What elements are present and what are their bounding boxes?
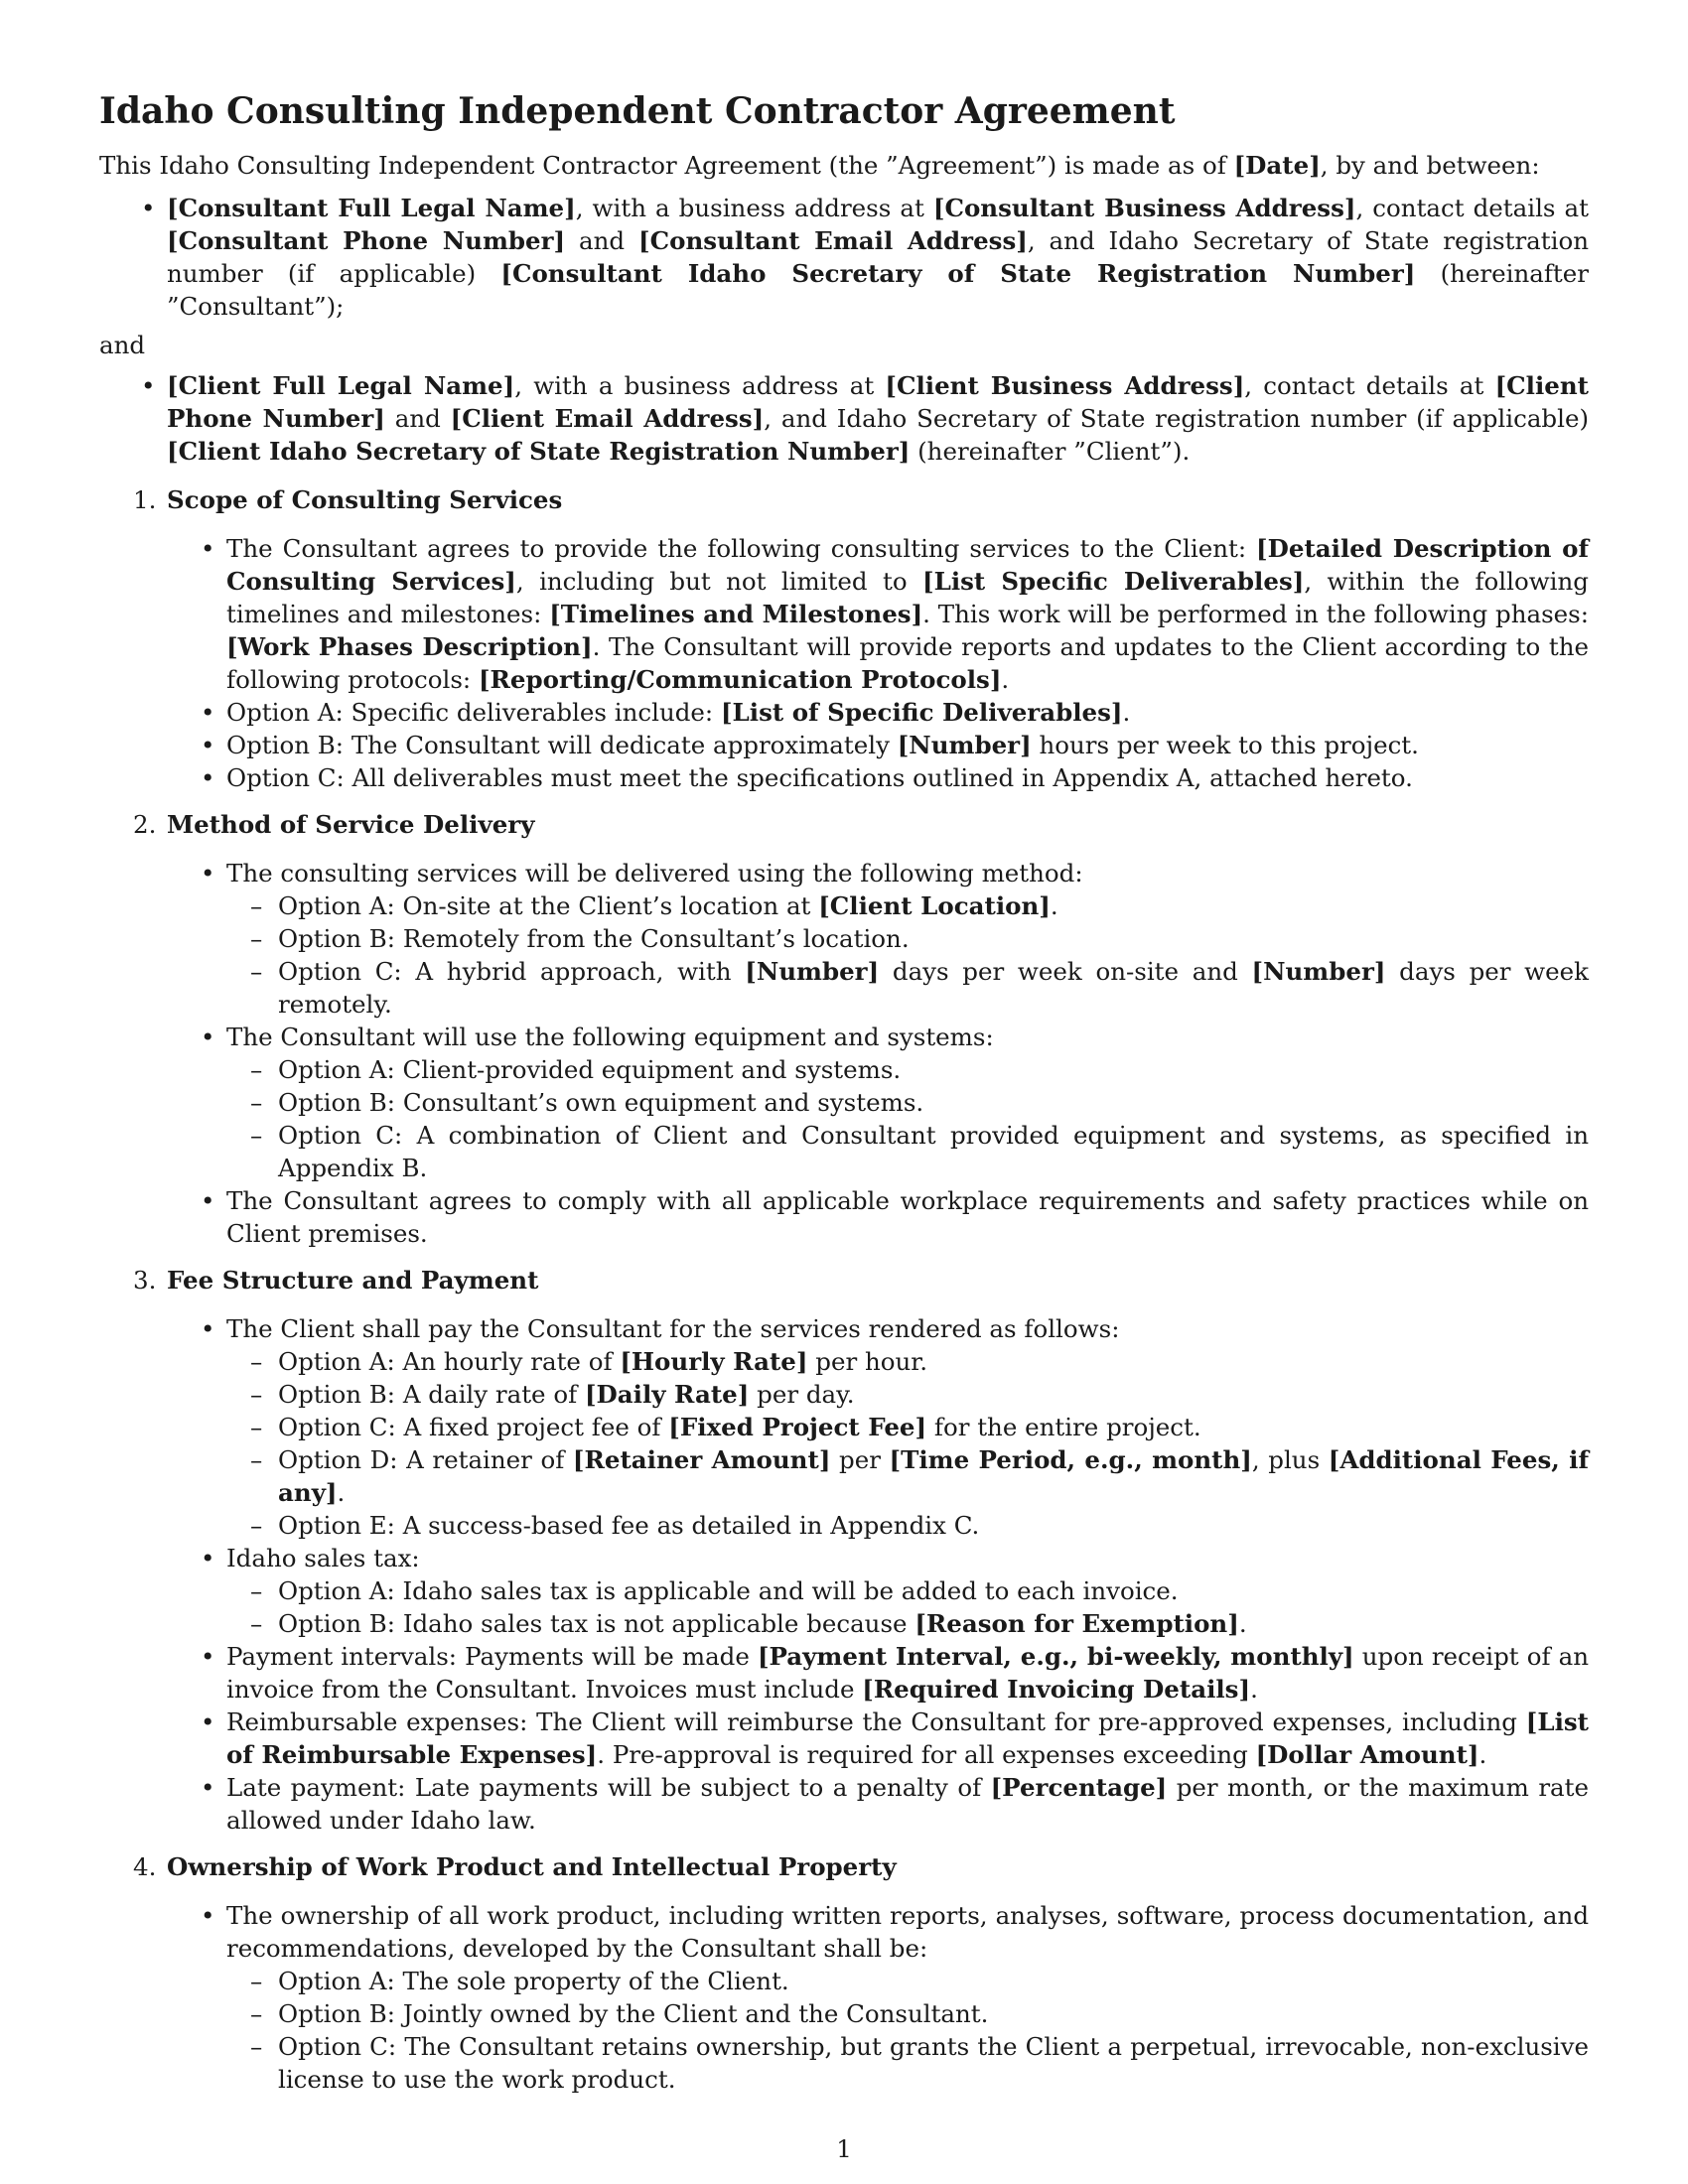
party-text: and — [565, 226, 639, 255]
section-heading: Fee Structure and Payment — [167, 1266, 539, 1295]
sections-list — [99, 483, 1589, 2096]
placeholder-field: [Detailed Description of Consulting Services] — [226, 534, 1589, 596]
placeholder-field: [Reason for Exemption] — [914, 1609, 1239, 1638]
placeholder-field: [Timelines and Milestones] — [549, 600, 923, 628]
section-number: 4. — [133, 1852, 157, 1881]
list-item — [226, 1542, 1589, 1640]
party-text: , contact details at — [1355, 194, 1589, 222]
option-item — [278, 1053, 1589, 1086]
placeholder-field: [Required Invoicing Details] — [862, 1675, 1251, 1704]
clause-text: Option B: The Consultant will dedicate approximately — [226, 731, 898, 759]
clause-text: days per week remotely. — [278, 957, 1589, 1019]
option-list — [226, 1965, 1589, 2096]
clause-text: Option C: A fixed project fee of — [278, 1413, 669, 1441]
client-party — [167, 369, 1589, 468]
party-text: , and Idaho Secretary of State registration number (if applicable) — [167, 226, 1589, 288]
clause-text: Option A: Specific deliverables include: — [226, 698, 721, 727]
clause-text: Option A: Client-provided equipment and systems. — [278, 1055, 902, 1084]
placeholder-field: [Percentage] — [990, 1773, 1168, 1802]
list-item — [226, 729, 1589, 761]
list-item — [226, 1312, 1589, 1542]
party-text: and — [384, 404, 451, 433]
list-item — [226, 1184, 1589, 1250]
client-registration-placeholder: [Client Idaho Secretary of State Registration Number] — [167, 437, 911, 466]
client-name-placeholder: [Client Full Legal Name] — [167, 371, 515, 400]
clause-text: per month, or the maximum rate allowed under Idaho law. — [226, 1773, 1589, 1835]
clause-text: Option B: Remotely from the Consultant’s location. — [278, 924, 910, 953]
document-body — [99, 87, 1589, 2110]
option-item — [278, 1345, 1589, 1378]
clause-text: , including but not limited to — [515, 567, 922, 596]
option-list — [226, 1053, 1589, 1184]
clause-text: Option A: An hourly rate of — [278, 1347, 621, 1376]
clause-text: Option C: The Consultant retains ownership, but grants the Client a perpetual, irrevocable, non-exclusive license to use the work product. — [278, 2032, 1589, 2094]
placeholder-field: [List of Specific Deliverables] — [720, 698, 1123, 727]
option-item — [278, 1509, 1589, 1542]
consultant-name-placeholder: [Consultant Full Legal Name] — [167, 194, 576, 222]
clause-text: upon receipt of an invoice from the Consultant. Invoices must include — [226, 1642, 1590, 1704]
option-list — [226, 1345, 1589, 1542]
clause-text: The ownership of all work product, including written reports, analyses, software, process documentation, and recommendations, developed by the Consultant shall be: — [226, 1901, 1589, 1963]
placeholder-field: [Time Period, e.g., month] — [889, 1445, 1252, 1474]
section-service-delivery — [133, 808, 1589, 1250]
consultant-party-list — [99, 192, 1589, 323]
clause-text: . — [1250, 1675, 1258, 1704]
option-item — [278, 955, 1589, 1021]
placeholder-field: [List Specific Deliverables] — [922, 567, 1305, 596]
clause-text: Option C: A hybrid approach, with — [278, 957, 746, 986]
placeholder-field: [Dollar Amount] — [1255, 1740, 1479, 1769]
placeholder-field: [Number] — [897, 731, 1032, 759]
clause-text: Option A: On-site at the Client’s location at — [278, 891, 819, 920]
option-item — [278, 1997, 1589, 2030]
placeholder-field: [Additional Fees, if any] — [278, 1445, 1589, 1507]
section-number: 1. — [133, 485, 157, 514]
placeholder-field: [Daily Rate] — [584, 1380, 750, 1409]
clause-text: The Consultant agrees to comply with all applicable workplace requirements and safety practices while on Client premises. — [226, 1186, 1589, 1248]
placeholder-field: [Reporting/Communication Protocols] — [478, 665, 1002, 694]
clause-text: for the entire project. — [926, 1413, 1201, 1441]
client-party-list — [99, 369, 1589, 468]
consultant-phone-placeholder: [Consultant Phone Number] — [167, 226, 566, 255]
option-item — [278, 1411, 1589, 1443]
section-heading: Scope of Consulting Services — [167, 485, 563, 514]
client-address-placeholder: [Client Business Address] — [885, 371, 1245, 400]
list-item — [226, 1640, 1589, 1706]
clause-text: per — [830, 1445, 890, 1474]
option-list — [226, 889, 1589, 1021]
option-item — [278, 1119, 1589, 1184]
option-list — [226, 1574, 1589, 1640]
consultant-registration-placeholder: [Consultant Idaho Secretary of State Registration Number] — [500, 259, 1416, 288]
clause-text: . — [1001, 665, 1010, 694]
party-text: (hereinafter ”Consultant”); — [167, 259, 1589, 321]
option-item — [278, 1378, 1589, 1411]
bullet-list — [167, 857, 1589, 1250]
clause-text: . — [1122, 698, 1131, 727]
option-item — [278, 889, 1589, 922]
option-item — [278, 1574, 1589, 1607]
clause-text: The consulting services will be delivered using the following method: — [226, 859, 1083, 887]
clause-text: Option C: All deliverables must meet the specifications outlined in Appendix A, attached hereto. — [226, 763, 1413, 792]
placeholder-field: [Payment Interval, e.g., bi-weekly, monthly] — [757, 1642, 1354, 1671]
clause-text: . This work will be performed in the following phases: — [922, 600, 1589, 628]
clause-text: per day. — [749, 1380, 855, 1409]
section-heading: Method of Service Delivery — [167, 810, 535, 839]
clause-text: The Client shall pay the Consultant for the services rendered as follows: — [226, 1314, 1120, 1343]
clause-text: . Pre-approval is required for all expenses exceeding — [597, 1740, 1256, 1769]
date-placeholder: [Date] — [1233, 151, 1321, 180]
bullet-list — [167, 1899, 1589, 2096]
clause-text: The Consultant agrees to provide the following consulting services to the Client: — [226, 534, 1257, 563]
clause-text: hours per week to this project. — [1031, 731, 1419, 759]
clause-text: . — [1050, 891, 1058, 920]
list-item — [226, 1899, 1589, 2096]
option-item — [278, 922, 1589, 955]
section-scope — [133, 483, 1589, 794]
party-text: , with a business address at — [514, 371, 886, 400]
intro-text: This Idaho Consulting Independent Contractor Agreement (the ”Agreement”) is made as of — [99, 151, 1234, 180]
clause-text: Option E: A success-based fee as detailed in Appendix C. — [278, 1511, 980, 1540]
page-number: 1 — [836, 2134, 852, 2163]
placeholder-field: [Number] — [1251, 957, 1386, 986]
clause-text: Option C: A combination of Client and Consultant provided equipment and systems, as specified in Appendix B. — [278, 1121, 1589, 1182]
placeholder-field: [List of Reimbursable Expenses] — [226, 1707, 1589, 1769]
list-item — [226, 761, 1589, 794]
clause-text: Late payment: Late payments will be subject to a penalty of — [226, 1773, 991, 1802]
clause-text: Option A: Idaho sales tax is applicable and will be added to each invoice. — [278, 1576, 1179, 1605]
clause-text: days per week on-site and — [879, 957, 1252, 986]
clause-text: . — [1238, 1609, 1247, 1638]
option-item — [278, 1965, 1589, 1997]
placeholder-field: [Retainer Amount] — [572, 1445, 831, 1474]
clause-text: . — [337, 1478, 346, 1507]
document-title: Idaho Consulting Independent Contractor Agreement — [99, 90, 1176, 132]
section-number: 2. — [133, 810, 157, 839]
option-item — [278, 1443, 1589, 1509]
clause-text: Option B: Idaho sales tax is not applicable because — [278, 1609, 915, 1638]
clause-text: , within the following timelines and milestones: — [226, 567, 1589, 628]
bullet-list — [167, 532, 1589, 794]
option-item — [278, 2030, 1589, 2096]
section-fee-structure — [133, 1264, 1590, 1837]
party-text: (hereinafter ”Client”). — [910, 437, 1191, 466]
clause-text: Option B: Consultant’s own equipment and systems. — [278, 1088, 924, 1117]
clause-text: . The Consultant will provide reports and updates to the Client according to the following protocols: — [226, 632, 1589, 694]
consultant-party — [167, 192, 1589, 323]
client-phone-placeholder: [Client Phone Number] — [167, 371, 1589, 433]
list-item — [226, 857, 1589, 1021]
client-email-placeholder: [Client Email Address] — [450, 404, 765, 433]
clause-text: Reimbursable expenses: The Client will reimburse the Consultant for pre-approved expenses, including — [226, 1707, 1526, 1736]
placeholder-field: [Number] — [745, 957, 880, 986]
option-item — [278, 1607, 1589, 1640]
clause-text: Idaho sales tax: — [226, 1544, 420, 1572]
clause-text: Option D: A retainer of — [278, 1445, 573, 1474]
list-item — [226, 532, 1589, 696]
clause-text: per hour. — [807, 1347, 928, 1376]
party-text: , with a business address at — [575, 194, 933, 222]
and-text: and — [99, 331, 146, 359]
clause-text: The Consultant will use the following equipment and systems: — [226, 1023, 994, 1051]
clause-text: , plus — [1251, 1445, 1329, 1474]
section-heading: Ownership of Work Product and Intellectual Property — [167, 1852, 897, 1881]
clause-text: Payment intervals: Payments will be made — [226, 1642, 758, 1671]
clause-text: . — [1478, 1740, 1487, 1769]
placeholder-field: [Work Phases Description] — [226, 632, 593, 661]
option-item — [278, 1086, 1589, 1119]
party-text: , contact details at — [1244, 371, 1495, 400]
clause-text: Option B: A daily rate of — [278, 1380, 585, 1409]
section-number: 3. — [133, 1266, 157, 1295]
intro-text: , by and between: — [1320, 151, 1540, 180]
consultant-address-placeholder: [Consultant Business Address] — [932, 194, 1356, 222]
list-item — [226, 1021, 1589, 1184]
clause-text: Option B: Jointly owned by the Client and the Consultant. — [278, 1999, 989, 2028]
bullet-list — [167, 1312, 1589, 1837]
placeholder-field: [Fixed Project Fee] — [668, 1413, 927, 1441]
placeholder-field: [Client Location] — [818, 891, 1051, 920]
section-ownership — [133, 1850, 1589, 2096]
list-item — [226, 1706, 1589, 1771]
list-item — [226, 1771, 1589, 1837]
placeholder-field: [Hourly Rate] — [620, 1347, 808, 1376]
list-item — [226, 696, 1589, 729]
intro-paragraph — [99, 149, 1589, 182]
consultant-email-placeholder: [Consultant Email Address] — [638, 226, 1028, 255]
party-text: , and Idaho Secretary of State registration number (if applicable) — [764, 404, 1590, 433]
clause-text: Option A: The sole property of the Client. — [278, 1967, 789, 1995]
